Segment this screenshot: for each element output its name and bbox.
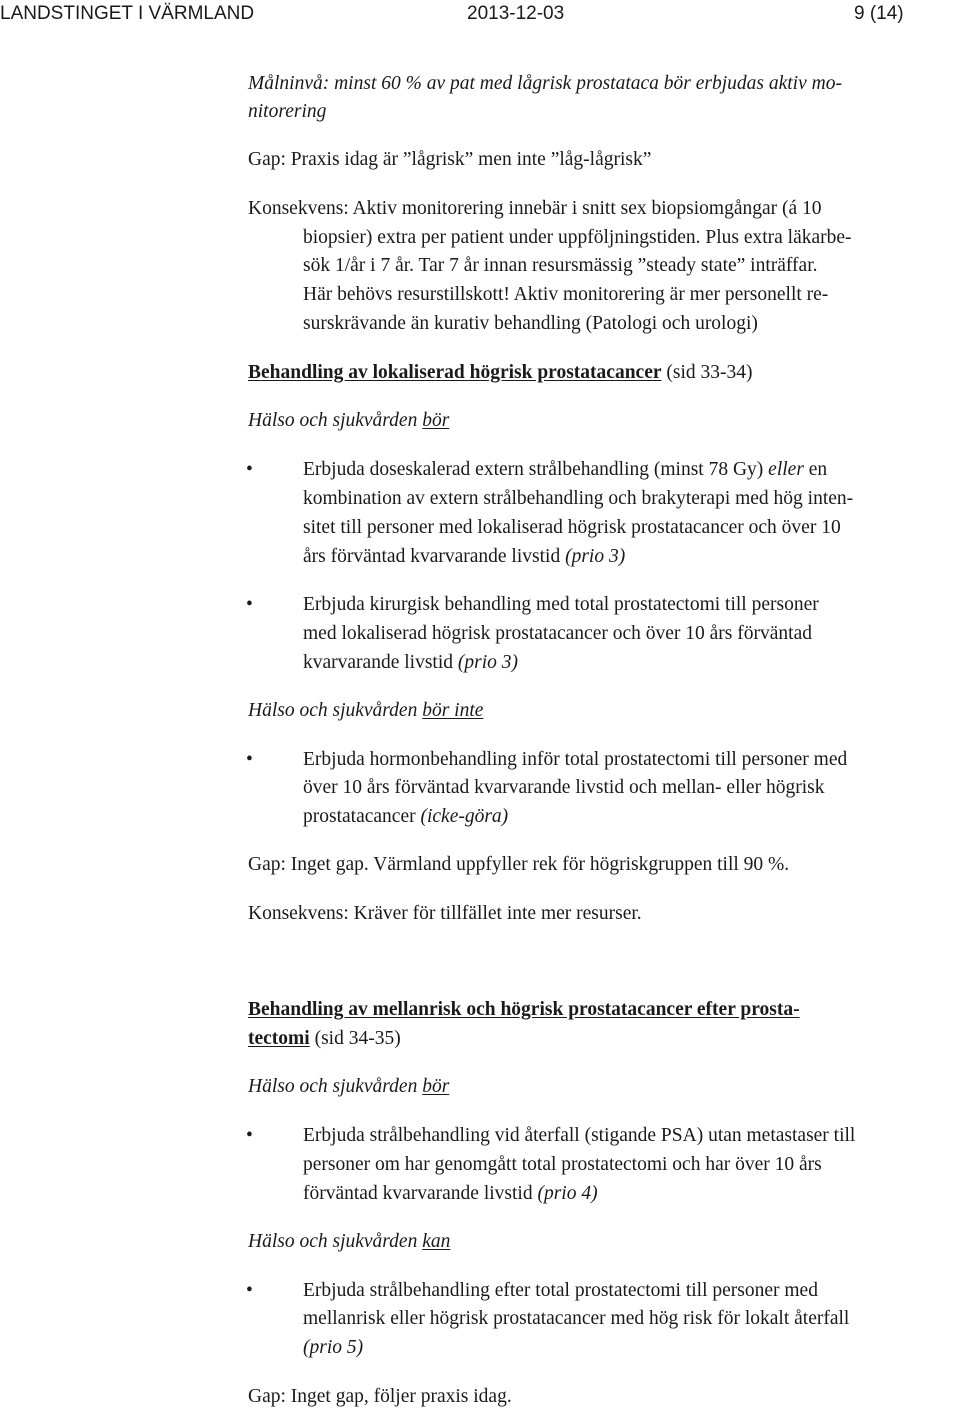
- s1-bullet1-line-4: [303, 545, 625, 569]
- should-prefix: Hälso och sjukvården: [248, 410, 423, 431]
- s2-bullet2-line-2: mellanrisk eller högrisk prostatacancer med hög risk för lokalt återfall: [303, 1308, 850, 1329]
- goal-line-2: nitorering: [248, 101, 327, 122]
- s2-bullet1-line-2: personer om har genomgått total prostatectomi och har över 10 års: [303, 1154, 822, 1175]
- section2-gap: Gap: Inget gap, följer praxis idag.: [248, 1386, 512, 1407]
- s1-bullet1-line-1: [303, 458, 827, 482]
- section1-should-label: [248, 409, 449, 433]
- s2-bullet2-line-1: Erbjuda strålbehandling efter total prostatectomi till personer med: [303, 1280, 818, 1301]
- section1-heading-title: Behandling av lokaliserad högrisk prostatacancer: [248, 362, 662, 383]
- s1-b3-l3-text: prostatacancer: [303, 806, 421, 827]
- gap-intro: Gap: Praxis idag är ”lågrisk” men inte ”låg-lågrisk”: [248, 149, 652, 170]
- s1-bullet3-line-1: Erbjuda hormonbehandling inför total prostatectomi till personer med: [303, 749, 848, 770]
- s1-bullet2-line-1: Erbjuda kirurgisk behandling med total prostatectomi till personer: [303, 594, 819, 615]
- section1-consequence: Konsekvens: Kräver för tillfället inte mer resurser.: [248, 903, 642, 924]
- s2-bullet2-priority: (prio 5): [303, 1337, 364, 1358]
- s1-b2-l3-text: kvarvarande livstid: [303, 652, 458, 673]
- s1-bullet3-line-3: [303, 805, 508, 829]
- section2-heading-line-1: Behandling av mellanrisk och högrisk prostatacancer efter prosta-: [248, 999, 800, 1020]
- s2-b1-l3-text: förväntad kvarvarande livstid: [303, 1183, 538, 1204]
- bullet-icon: •: [246, 1125, 253, 1146]
- shouldnot-prefix: Hälso och sjukvården: [248, 700, 423, 721]
- section2-heading-ref: (sid 34-35): [309, 1028, 401, 1049]
- s1-bullet1-line-2: kombination av extern strålbehandling och brakyterapi med hög inten-: [303, 488, 854, 509]
- should-word: bör: [422, 410, 450, 431]
- consequence-line-2: biopsier) extra per patient under uppföljningstiden. Plus extra läkarbe-: [303, 227, 852, 248]
- bullet-icon: •: [246, 1280, 253, 1301]
- should-word: bör: [422, 1076, 450, 1097]
- s1-bullet1-line-3: sitet till personer med lokaliserad högrisk prostatacancer och över 10: [303, 517, 841, 538]
- s1-bullet2-line-2: med lokaliserad högrisk prostatacancer och över 10 års förväntad: [303, 623, 812, 644]
- s1-bullet2-line-3: [303, 651, 518, 675]
- section2-heading-line-2: [248, 1027, 401, 1051]
- bullet-icon: •: [246, 749, 253, 770]
- can-prefix: Hälso och sjukvården: [248, 1231, 423, 1252]
- consequence-line-4: Här behövs resurstillskott! Aktiv monitorering är mer personellt re-: [303, 284, 829, 305]
- s1-bullet3-line-2: över 10 års förväntad kvarvarande livstid och mellan- eller högrisk: [303, 777, 825, 798]
- section1-heading-ref: (sid 33-34): [661, 362, 753, 383]
- bullet-icon: •: [246, 594, 253, 615]
- section1-heading: [248, 361, 753, 385]
- s1-b1-priority: (prio 3): [565, 546, 626, 567]
- s1-b1-text-a: Erbjuda doseskalerad extern strålbehandling (minst 78 Gy): [303, 459, 769, 480]
- s2-bullet1-line-3: [303, 1182, 598, 1206]
- section2-can-label: [248, 1230, 450, 1254]
- s1-b1-eller: eller: [768, 459, 804, 480]
- s1-b1-text-b: en: [803, 459, 828, 480]
- header-organization: LANDSTINGET I VÄRMLAND: [0, 3, 255, 24]
- section2-heading-title: tectomi: [248, 1028, 310, 1049]
- section2-should-label: [248, 1075, 449, 1099]
- consequence-line-3: sök 1/år i 7 år. Tar 7 år innan resursmässig ”steady state” inträffar.: [303, 255, 818, 276]
- s2-b1-priority: (prio 4): [537, 1183, 598, 1204]
- bullet-icon: •: [246, 459, 253, 480]
- s1-b2-priority: (prio 3): [457, 652, 518, 673]
- shouldnot-word: bör inte: [422, 700, 484, 721]
- consequence-line-5: surskrävande än kurativ behandling (Patologi och urologi): [303, 313, 758, 334]
- header-page-number: 9 (14): [854, 3, 904, 24]
- s1-b1-l4-text: års förväntad kvarvarande livstid: [303, 546, 566, 567]
- s1-b3-priority: (icke-göra): [420, 806, 509, 827]
- goal-line-1: Målninvå: minst 60 % av pat med lågrisk prostataca bör erbjudas aktiv mo-: [248, 73, 842, 94]
- section1-gap: Gap: Inget gap. Värmland uppfyller rek för högriskgruppen till 90 %.: [248, 854, 790, 875]
- can-word: kan: [422, 1231, 451, 1252]
- should-prefix: Hälso och sjukvården: [248, 1076, 423, 1097]
- header-date: 2013-12-03: [467, 3, 565, 24]
- s2-bullet1-line-1: Erbjuda strålbehandling vid återfall (stigande PSA) utan metastaser till: [303, 1125, 856, 1146]
- consequence-line-1: Konsekvens: Aktiv monitorering innebär i snitt sex biopsiomgångar (á 10: [248, 198, 822, 219]
- section1-shouldnot-label: [248, 699, 483, 723]
